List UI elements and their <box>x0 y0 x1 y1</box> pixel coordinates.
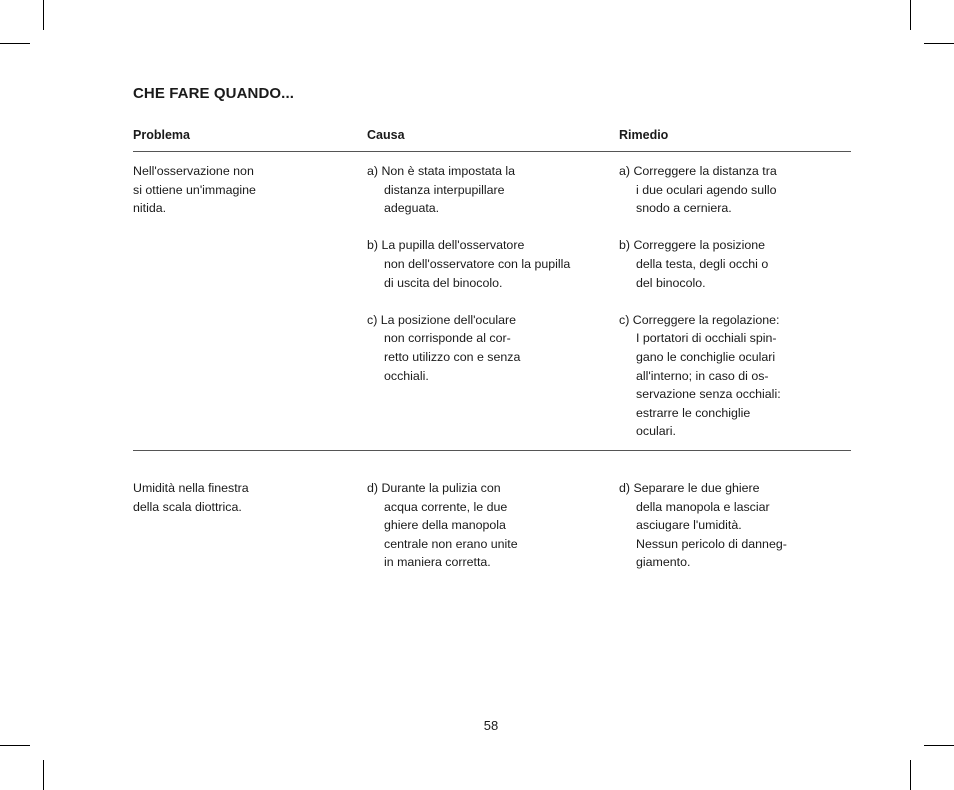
text-line: non corrisponde al cor- <box>384 331 511 346</box>
text-line: della scala diottrica. <box>133 499 242 514</box>
crop-mark <box>43 760 44 790</box>
text-line: Umidità nella finestra <box>133 481 249 495</box>
text-line: di uscita del binocolo. <box>384 275 503 290</box>
text-line: Nessun pericolo di danneg- <box>636 536 787 551</box>
cause-d: d) Durante la pulizia con <box>367 481 501 495</box>
text-line: si ottiene un'immagine <box>133 182 256 197</box>
remedy-c: c) Correggere la regolazione: <box>619 312 780 327</box>
row-2-remedies <box>619 479 787 572</box>
text-line: Nell'osservazione non <box>133 164 254 178</box>
text-line: del binocolo. <box>636 275 706 290</box>
cause-a: a) Non è stata impostata la <box>367 164 516 178</box>
header-divider <box>133 151 851 152</box>
crop-mark <box>910 0 911 30</box>
column-header-remedy: Rimedio <box>619 128 669 142</box>
page-number: 58 <box>483 718 499 733</box>
text-line: acqua corrente, le due <box>384 499 508 514</box>
text-line: oculari. <box>636 424 676 439</box>
column-header-cause: Causa <box>367 128 405 142</box>
crop-mark <box>924 43 954 44</box>
text-line: distanza interpupillare <box>384 182 505 197</box>
text-line: servazione senza occhiali: <box>636 387 781 402</box>
text-line: asciugare l'umidità. <box>636 518 742 533</box>
row-2-problem <box>133 479 249 516</box>
cause-b: b) La pupilla dell'osservatore <box>367 238 525 253</box>
crop-mark <box>43 0 44 30</box>
text-line: in maniera corretta. <box>384 555 491 570</box>
row-2-causes <box>367 479 518 572</box>
text-line: ghiere della manopola <box>384 518 506 533</box>
remedy-a: a) Correggere la distanza tra <box>619 164 777 178</box>
text-line: i due oculari agendo sullo <box>636 182 777 197</box>
row-1-causes <box>367 162 570 385</box>
remedy-b: b) Correggere la posizione <box>619 238 766 253</box>
text-line: retto utilizzo con e senza <box>384 349 521 364</box>
text-line: gano le conchiglie oculari <box>636 349 776 364</box>
text-line: all'interno; in caso di os- <box>636 368 769 383</box>
row-divider <box>133 450 851 451</box>
text-line: estrarre le conchiglie <box>636 405 751 420</box>
crop-mark <box>924 745 954 746</box>
text-line: snodo a cerniera. <box>636 201 732 216</box>
text-line: adeguata. <box>384 201 440 216</box>
text-line: I portatori di occhiali spin- <box>636 331 777 346</box>
text-line: della testa, degli occhi o <box>636 256 769 271</box>
column-header-problem: Problema <box>133 128 190 142</box>
text-line: giamento. <box>636 555 691 570</box>
cause-c: c) La posizione dell'oculare <box>367 312 517 327</box>
row-1-problem <box>133 162 256 218</box>
text-line: centrale non erano unite <box>384 536 518 551</box>
crop-mark <box>910 760 911 790</box>
text-line: occhiali. <box>384 368 429 383</box>
page-title: CHE FARE QUANDO... <box>133 85 294 102</box>
text-line: nitida. <box>133 201 167 216</box>
remedy-d: d) Separare le due ghiere <box>619 481 760 495</box>
crop-mark <box>0 43 30 44</box>
text-line: della manopola e lasciar <box>636 499 770 514</box>
row-1-remedies <box>619 162 781 441</box>
text-line: non dell'osservatore con la pupilla <box>384 256 571 271</box>
crop-mark <box>0 745 30 746</box>
